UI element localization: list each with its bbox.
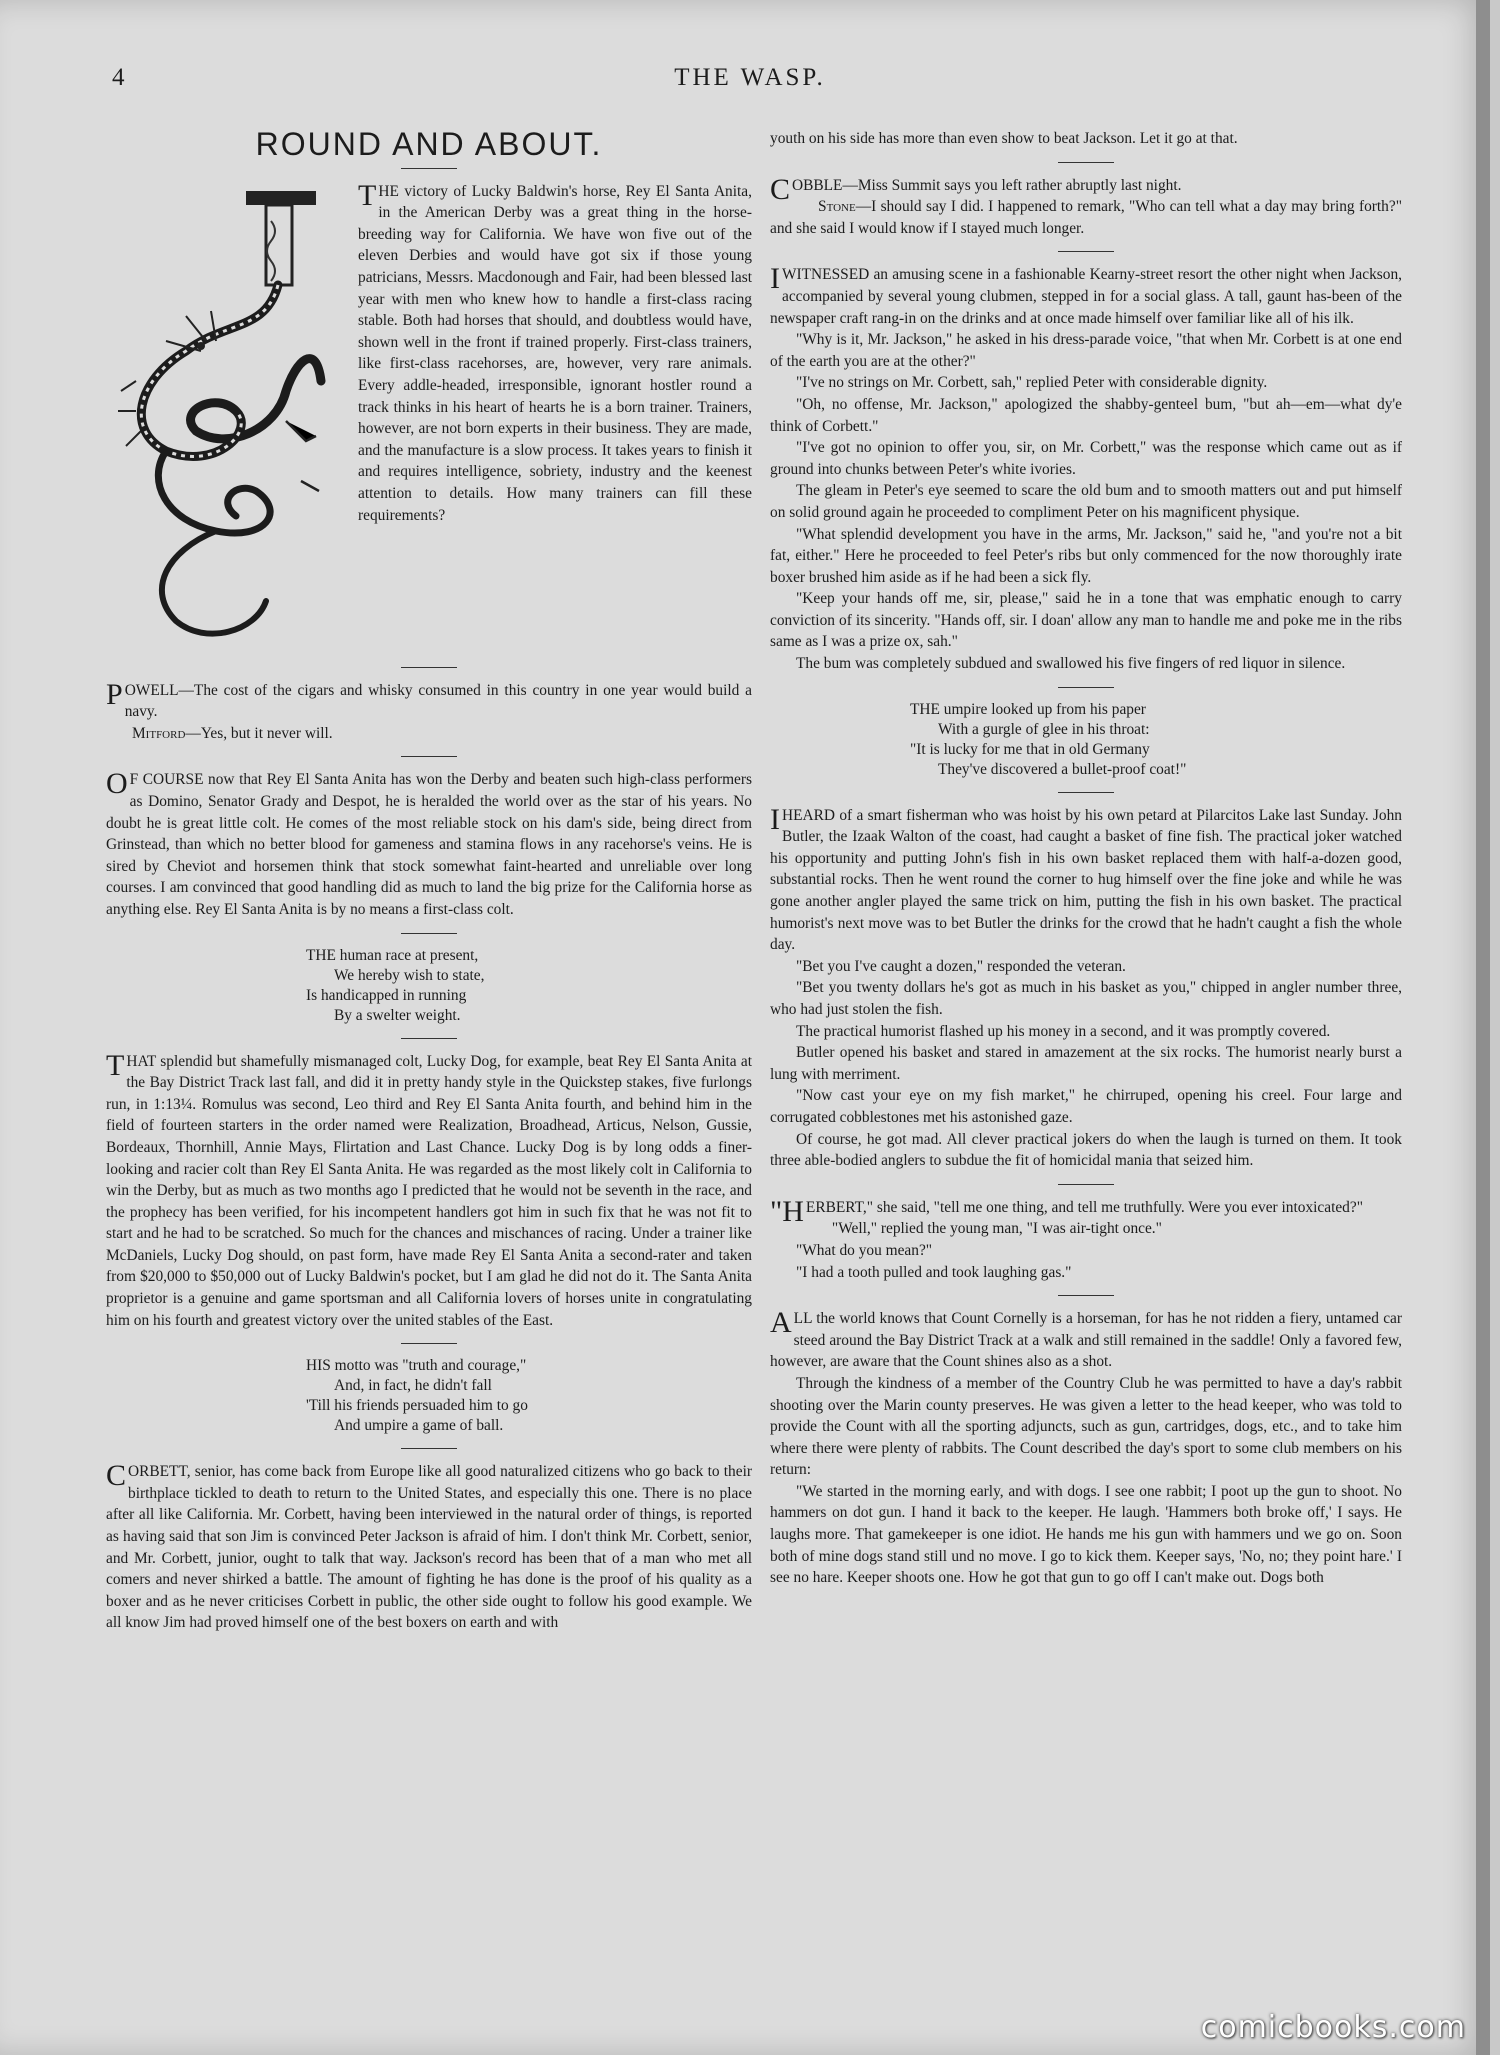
divider-rule bbox=[1058, 792, 1114, 793]
page-edge bbox=[1476, 0, 1490, 2055]
paragraph: "Now cast your eye on my fish market," he chirruped, opening his creel. Four large and corrugated cobblestones met his astonished gaze. bbox=[770, 1087, 1402, 1126]
right-column bbox=[770, 128, 1402, 1589]
verse-line: 'Till his friends persuaded him to go bbox=[306, 1397, 528, 1415]
divider-rule bbox=[401, 667, 457, 668]
verse-line: By a swelter weight. bbox=[334, 1006, 461, 1024]
drop-cap: C bbox=[106, 1459, 127, 1493]
masthead: THE WASP. bbox=[674, 64, 826, 91]
dialogue-line: OBBLE—Miss Summit says you left rather abruptly last night. bbox=[792, 176, 1182, 194]
paragraph: Of course, he got mad. All clever practical jokers do when the laugh is turned on them. It took three able-bodied anglers to subdue the fit of homicidal mania that seized him. bbox=[770, 1130, 1402, 1170]
paragraph: "What splendid development you have in the arms, Mr. Jackson," said he, "and you're not a bit fat, either." Here he proceeded to feel Peter's ribs but only commenced for the now thoroughly irate boxer brushed him aside as if he had been a sick fly. bbox=[770, 525, 1402, 586]
article-lucky-dog bbox=[106, 1048, 752, 1332]
verse-line: And umpire a game of ball. bbox=[334, 1417, 504, 1435]
article-text: LL the world knows that Count Cornelly is a horseman, for has he not ridden a fiery, untamed car steed around the Bay District Track at a walk and still remained in the saddle! Only a favored few, however, are aware that the Count shines also as a shot. bbox=[770, 1310, 1402, 1371]
verse-line: THE human race at present, bbox=[306, 946, 479, 964]
drop-cap: I bbox=[770, 802, 780, 836]
divider-rule bbox=[1058, 251, 1114, 252]
article-corbett bbox=[106, 1461, 752, 1634]
paragraph: "I've no strings on Mr. Corbett, sah," replied Peter with considerable dignity. bbox=[796, 374, 1268, 392]
article-count-cornelly bbox=[770, 1308, 1402, 1589]
article-text: HAT splendid but shamefully mismanaged colt, Lucky Dog, for example, beat Rey El Santa Anita at the Bay District Track last fall, and did it in pretty handy style in the Quickstep stakes, five furlongs run, in 1:13¼. Romulus was second, Leo third and Rey El Santa Anita fourth, and behind him in the field of fourteen starters in the order named were Realization, Broadhead, Articus, Nelson, Gussie, Bordeaux, Thornhill, Annie Mays, Flirtation and Last Chance. Lucky Dog is by long odds a finer-looking and racier colt than Rey El Santa Anita. He was regarded as the most likely colt in California to win the Derby, but as much as two months ago I predicted that he would not be seventh in the race, and the prophecy has been verified, for his incompetent handlers got him in such fix that he was not fit to start and he had to be scratched. So much for the chances and mischances of racing. Under a trainer like McDaniels, Lucky Dog should, on past form, have made Rey El Santa Anita a second-rater and taken from $20,000 to $50,000 out of Lucky Baldwin's pocket, but I am glad he did not do it. The Santa Anita proprietor is a genuine and game sportsman and all California lovers of horses unite in congratulating him on his fourth and greatest victory over the united stables of the East. bbox=[106, 1052, 752, 1329]
verse-line: Is handicapped in running bbox=[306, 986, 467, 1004]
article-jackson-bum bbox=[770, 264, 1402, 674]
divider-rule bbox=[401, 1343, 457, 1344]
article-text: F COURSE now that Rey El Santa Anita has won the Derby and beaten such high-class performers as Domino, Senator Grady and Despot, he is heralded the world over as the star of his years. No doubt he is great little colt. He comes of the most reliable stock on his dam's side, being direct from Grinstead, than which no better blood for gameness and stamina flows in any racehorse's veins. He is sired by Cheviot and horsemen think that stock somewhat faint-hearted and unreliable over long courses. I am convinced that good handling did as much to land the big prize for the California horse as anything else. Rey El Santa Anita is by no means a first-class colt. bbox=[106, 771, 752, 918]
divider-rule bbox=[401, 933, 457, 934]
verse-line: HIS motto was "truth and courage," bbox=[306, 1357, 527, 1375]
verse-line: THE umpire looked up from his paper bbox=[910, 700, 1146, 718]
article-derby bbox=[106, 178, 752, 655]
dragon-initial-illustration bbox=[106, 181, 346, 651]
drop-cap: O bbox=[106, 767, 128, 801]
paragraph: The gleam in Peter's eye seemed to scare the old bum and to smooth matters out and put himself on solid ground again he proceeded to compliment Peter on his magnificent physique. bbox=[770, 482, 1402, 521]
verse-umpire-motto bbox=[306, 1356, 752, 1436]
drop-cap: "H bbox=[770, 1194, 804, 1228]
dialogue-line: —I should say I did. I happened to remark, "Who can tell what a day may bring forth?" and she said I would know if I stayed much longer. bbox=[770, 198, 1402, 237]
divider-rule bbox=[401, 168, 457, 169]
dialogue-line: OWELL—The cost of the cigars and whisky consumed in this country in one year would build a navy. bbox=[124, 681, 752, 721]
article-text: HE victory of Lucky Baldwin's horse, Rey El Santa Anita, in the American Derby was a great thing in the horse-breeding way for California. We have won five out of the eleven Derbies and would have got six if those young patricians, Messrs. Macdonough and Fair, had been blessed last year with men who knew how to handle a first-class racing stable. Both had horses that should, and doubtless would have, shown well in the front if trained properly. First-class trainers, like first-class racehorses, are, however, very rare animals. Every addle-headed, irresponsible, ignorant hostler round a track thinks in his heart of hearts he is a born trainer. Trainers, however, are not born experts in their business. They are made, and the manufacture is a slow process. It takes years to finish it and requires intelligence, sobriety, industry and the keenest attention to details. How many trainers can fill these requirements? bbox=[358, 182, 752, 524]
article-navy-joke bbox=[106, 677, 752, 745]
paragraph: "What do you mean?" bbox=[796, 1241, 933, 1259]
continued-text: youth on his side has more than even show to beat Jackson. Let it go at that. bbox=[770, 130, 1238, 147]
paragraph: "Oh, no offense, Mr. Jackson," apologized the shabby-genteel bum, "but ah—em—what dy'e think of Corbett." bbox=[770, 395, 1402, 435]
left-column bbox=[106, 128, 752, 1634]
paragraph: The bum was completely subdued and swallowed his five fingers of red liquor in silence. bbox=[796, 655, 1346, 673]
drop-cap: T bbox=[358, 178, 377, 212]
paragraph: Through the kindness of a member of the Country Club he was permitted to have a day's rabbit shooting over the Marin county preserves. He was given a letter to the head keeper, who was told to provide the Count with all the sporting adjuncts, such as gun, cartridges, dogs, etc., and to take him where there were plenty of rabbits. The Count described the day's sport to some club members on his return: bbox=[770, 1374, 1402, 1479]
page-number: 4 bbox=[112, 64, 125, 91]
verse-bullet-proof-coat bbox=[910, 700, 1402, 780]
article-herbert bbox=[770, 1194, 1402, 1283]
article-text: ORBETT, senior, has come back from Europe like all good naturalized citizens who go back to their birthplace tickled to death to return to the United States, and especially this one. There is no place after all like California. Mr. Corbett, having been interviewed in the natural order of things, is reported as having said that son Jim is convinced Peter Jackson is afraid of him. I don't think Mr. Corbett, senior, and Mr. Corbett, junior, ought to talk that way. Jackson's record has been that of a man who met all comers and never shirked a battle. The amount of fighting he has done is the proof of his quality as a boxer and as he never criticises Corbett in public, the other side ought to follow his good example. We all know Jim had proved himself one of the best boxers on earth and with bbox=[106, 1463, 752, 1632]
speaker-name: Mitford bbox=[132, 724, 186, 742]
paragraph: "Keep your hands off me, sir, please," said he in a tone that was emphatic enough to carry conviction of its sincerity. "Hands off, sir. I doan' allow any man to handle me and poke me in the ribs same as I was a prize ox, sah." bbox=[770, 590, 1402, 651]
divider-rule bbox=[401, 1038, 457, 1039]
drop-cap: A bbox=[770, 1306, 792, 1340]
dialogue-line: —Yes, but it never will. bbox=[185, 724, 333, 742]
article-rey-el-santa-anita bbox=[106, 769, 752, 920]
paragraph: "Well," replied the young man, "I was air-tight once." bbox=[831, 1220, 1162, 1238]
divider-rule bbox=[1058, 1184, 1114, 1185]
divider-rule bbox=[401, 756, 457, 757]
paragraph: "Bet you I've caught a dozen," responded the veteran. bbox=[796, 957, 1126, 975]
drop-cap: I bbox=[770, 262, 780, 296]
divider-rule bbox=[1058, 1295, 1114, 1296]
article-text: HEARD of a smart fisherman who was hoist by his own petard at Pilarcitos Lake last Sunday. John Butler, the Izaak Walton of the coast, had caught a basket of fine fish. The practical joker watched his opportunity and putting John's fish in his own basket replaced them with half-a-dozen good, substantial rocks. Then he went round the corner to hug himself over the fine joke and while he was gone another angler played the same trick on him, putting the fish in his own basket. The practical humorist's next move was to bet Butler the drinks for the crowd that he hadn't caught a fish the whole day. bbox=[770, 806, 1402, 954]
verse-line: And, in fact, he didn't fall bbox=[334, 1377, 492, 1395]
article-text: ERBERT," she said, "tell me one thing, and tell me truthfully. Were you ever intoxicated?" bbox=[805, 1198, 1363, 1216]
verse-line: We hereby wish to state, bbox=[334, 966, 485, 984]
paragraph: "Bet you twenty dollars he's got as much in his basket as you," chipped in angler number three, who had just stolen the fish. bbox=[770, 979, 1402, 1018]
divider-rule bbox=[1058, 687, 1114, 688]
verse-line: With a gurgle of glee in his throat: bbox=[938, 720, 1150, 738]
divider-rule bbox=[1058, 162, 1114, 163]
article-text: WITNESSED an amusing scene in a fashionable Kearny-street resort the other night when Jackson, accompanied by several young clubmen, stepped in for a social glass. A tall, gaunt has-been of the newspaper craft rang-in on the drinks and at once made himself over familiar like all of his ilk. bbox=[770, 266, 1402, 327]
section-heading: ROUND AND ABOUT. bbox=[255, 126, 603, 162]
speaker-name: Stone bbox=[818, 198, 856, 216]
verse-line: They've discovered a bullet-proof coat!" bbox=[938, 760, 1187, 778]
article-cobble-stone bbox=[770, 172, 1402, 240]
verse-line: "It is lucky for me that in old Germany bbox=[910, 740, 1150, 758]
dragon-icon bbox=[106, 181, 346, 651]
verse-human-race bbox=[306, 946, 752, 1026]
paragraph: "Why is it, Mr. Jackson," he asked in his dress-parade voice, "that when Mr. Corbett is at one end of the earth you are at the other?" bbox=[770, 331, 1402, 370]
paragraph: Butler opened his basket and stared in amazement at the six rocks. The humorist nearly burst a lung with merriment. bbox=[770, 1044, 1402, 1083]
article-fisherman bbox=[770, 802, 1402, 1172]
divider-rule bbox=[401, 1448, 457, 1449]
drop-cap: T bbox=[106, 1048, 125, 1082]
paragraph: The practical humorist flashed up his money in a second, and it was promptly covered. bbox=[796, 1022, 1331, 1040]
paragraph: "We started in the morning early, and with dogs. I see one rabbit; I poot up the gun to shoot. No hammers on dot gun. I hand it back to the keeper. He laugh. 'Hammers both broke off,' I says. He laughs more. That gamekeeper is one idiot. He hands me his gun with hammers und we go on. Soon both of mine dogs stand still und no move. I go to kick them. Keeper says, 'No, no; they point hare.' I see no hare. Keeper shoots one. How he got that gun to go off I can't make out. Dogs both bbox=[770, 1482, 1402, 1587]
paragraph: "I've got no opinion to offer you, sir, on Mr. Corbett," was the response which came out as if ground into chunks between Peter's white ivories. bbox=[770, 439, 1402, 478]
paragraph: "I had a tooth pulled and took laughing gas." bbox=[796, 1263, 1072, 1281]
drop-cap: P bbox=[106, 677, 123, 711]
drop-cap: C bbox=[770, 172, 791, 206]
watermark: comicbooks.com bbox=[1200, 2010, 1466, 2045]
